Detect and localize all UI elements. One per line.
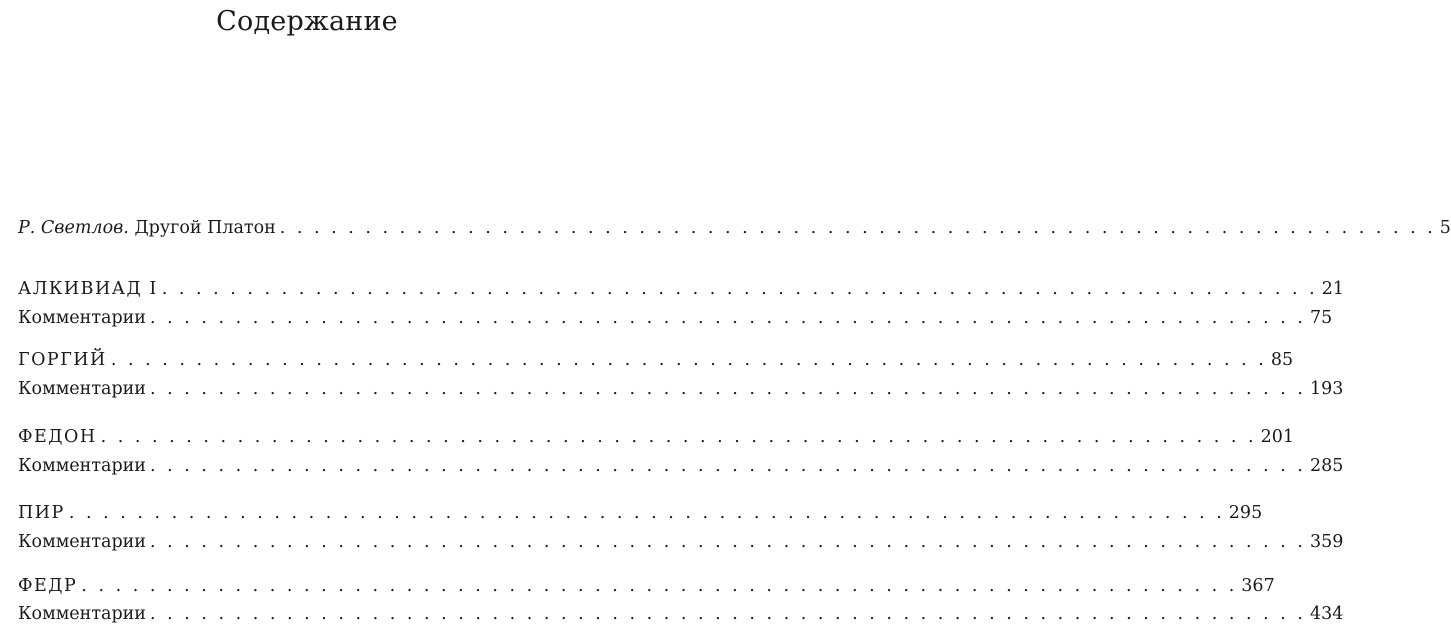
toc-entry-comments [18, 378, 1344, 400]
toc-entry-title: Комментарии [18, 379, 146, 399]
toc-entry-comments [18, 307, 1333, 329]
toc-entry-title: Другой Платон [134, 218, 276, 238]
toc-entry-page: 201 [1260, 427, 1295, 447]
dot-leader: . . . . . . . . . . . . . . . . . . . . . . . . . . . . . . . . . . . . . . . . . . . . . . . . . . . . . . . . . . . . . . . . . . . . [100, 427, 1257, 447]
toc-entry-title: Комментарии [18, 532, 146, 552]
toc-entry-dialogue [18, 575, 1275, 597]
page-title: Содержание [216, 6, 398, 37]
dot-leader: . . . . . . . . . . . . . . . . . . . . . . . . . . . . . . . . . . . . . . . . . . . . . . . . . . . . . . . . . . . . . . . . . . . . [149, 532, 1306, 552]
toc-entry-page: 193 [1309, 379, 1344, 399]
dot-leader: . . . . . . . . . . . . . . . . . . . . . . . . . . . . . . . . . . . . . . . . . . . . . . . . . . . . . . . . . . . . . . . . . . . . [149, 308, 1306, 328]
toc-entry-label [18, 217, 276, 239]
toc-entry-title: АЛКИВИАД I [18, 279, 158, 299]
toc-entry-comments [18, 603, 1344, 625]
toc-entry-comments [18, 531, 1344, 553]
dot-leader: . . . . . . . . . . . . . . . . . . . . . . . . . . . . . . . . . . . . . . . . . . . . . . . . . . . . . . . . . . . . . . . . . . . . [149, 456, 1306, 476]
toc-entry-title: ГОРГИЙ [18, 350, 107, 370]
toc-entry-page: 367 [1241, 576, 1275, 596]
toc-entry-title: Комментарии [18, 456, 146, 476]
toc-entry-page: 359 [1309, 532, 1344, 552]
toc-entry-dialogue [18, 349, 1294, 371]
toc-entry-title: ФЕДР [18, 576, 78, 596]
toc-entry-page: 21 [1321, 279, 1345, 299]
toc-entry-page: 5 [1439, 218, 1451, 238]
dot-leader: . . . . . . . . . . . . . . . . . . . . . . . . . . . . . . . . . . . . . . . . . . . . . . . . . . . . . . . . . . . . . . . . . . . . [81, 576, 1238, 596]
toc-entry-page: 85 [1270, 350, 1294, 370]
toc-entry-dialogue [18, 426, 1295, 448]
dot-leader: . . . . . . . . . . . . . . . . . . . . . . . . . . . . . . . . . . . . . . . . . . . . . . . . . . . . . . . . . . . . . . . . . . . . [68, 503, 1225, 523]
dot-leader: . . . . . . . . . . . . . . . . . . . . . . . . . . . . . . . . . . . . . . . . . . . . . . . . . . . . . . . . . . . . . . . . . . . . [110, 350, 1267, 370]
toc-entry-comments [18, 455, 1344, 477]
toc-entry-page: 75 [1309, 308, 1333, 328]
dot-leader: . . . . . . . . . . . . . . . . . . . . . . . . . . . . . . . . . . . . . . . . . . . . . . . . . . . . . . . . . . . . . . . . . . . . [149, 379, 1306, 399]
toc-entry-title: Комментарии [18, 604, 146, 624]
toc-entry-page: 295 [1228, 503, 1263, 523]
toc-entry-author: Р. Светлов. [18, 218, 129, 238]
toc-entry-title: Комментарии [18, 308, 146, 328]
toc-entry-dialogue [18, 278, 1345, 300]
toc-entry-title: ПИР [18, 503, 65, 523]
toc-entry-page: 285 [1309, 456, 1344, 476]
toc-entry-intro [18, 217, 1451, 239]
toc-entry-page: 434 [1309, 604, 1344, 624]
toc-entry-title: ФЕДОН [18, 427, 97, 447]
dot-leader: . . . . . . . . . . . . . . . . . . . . . . . . . . . . . . . . . . . . . . . . . . . . . . . . . . . . . . . . . . . . . . . . . . . . [149, 604, 1306, 624]
dot-leader: . . . . . . . . . . . . . . . . . . . . . . . . . . . . . . . . . . . . . . . . . . . . . . . . . . . . . . . . . . . . . . . . . . . . [279, 218, 1436, 238]
toc-entry-dialogue [18, 502, 1263, 524]
dot-leader: . . . . . . . . . . . . . . . . . . . . . . . . . . . . . . . . . . . . . . . . . . . . . . . . . . . . . . . . . . . . . . . . . . . . [161, 279, 1318, 299]
